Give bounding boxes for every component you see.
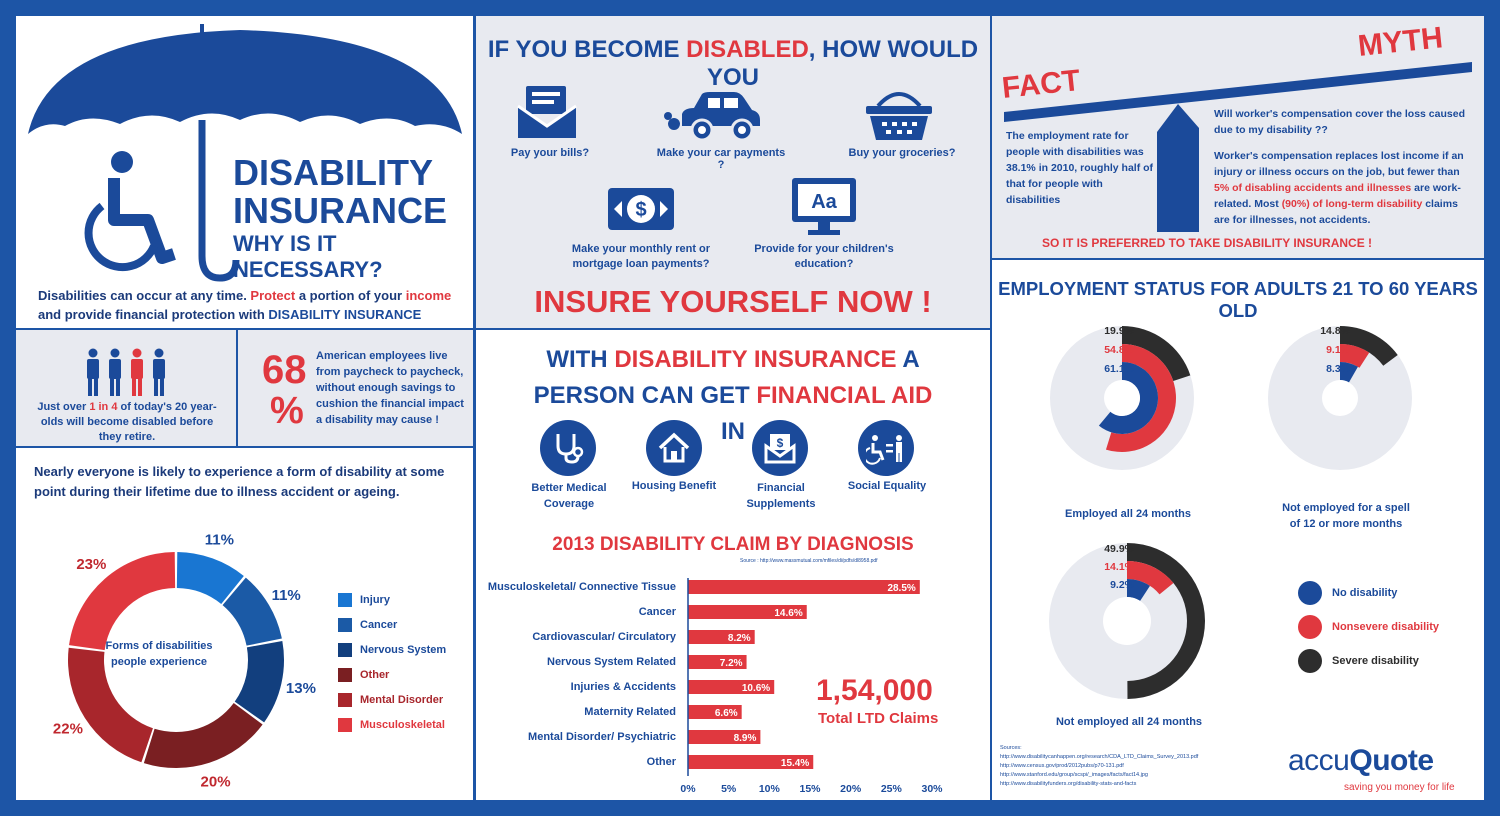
- donut-value-label: 22%: [52, 720, 83, 738]
- header-panel: [16, 16, 473, 328]
- employment-donut-3-label: Not employed all 24 months: [1055, 716, 1203, 728]
- stat-panel-right: [238, 330, 473, 446]
- svg-text:Aa: Aa: [811, 191, 837, 213]
- legend-label: No disability: [1332, 587, 1398, 599]
- legend-label: Cancer: [360, 618, 398, 631]
- donut-value-label: 20%: [200, 773, 231, 791]
- legend-swatch: [338, 618, 352, 632]
- donut1-severe-value: 19.9%: [1104, 325, 1134, 337]
- people-icon: [84, 348, 170, 398]
- bar-value-label: 14.6%: [774, 608, 803, 619]
- employment-donut-3-labels: [1094, 540, 1134, 594]
- bar-tick-label: 0%: [680, 783, 696, 794]
- legend-item: [338, 637, 446, 662]
- employment-donut-2-labels: [1310, 322, 1350, 379]
- donut2-nonsevere-value: 9.1%: [1326, 344, 1350, 356]
- legend-swatch: [338, 718, 352, 732]
- bar-value-label: 8.2%: [727, 633, 751, 644]
- monitor-icon: [790, 176, 858, 238]
- car-icon: [664, 90, 764, 142]
- page-title-line3: WHY IS IT NECESSARY?: [233, 231, 383, 282]
- donut-intro: Nearly everyone is likely to experience a form of disability at some point during their lifetime due to illness accident or ageing.: [34, 464, 445, 499]
- sources: [1000, 744, 1198, 789]
- claims-title: 2013 DISABILITY CLAIM BY DIAGNOSIS: [552, 534, 914, 555]
- svg-text:$: $: [635, 199, 647, 221]
- source-link-1[interactable]: http://www.disabilitycanhappen.org/research/CDA_LTD_Claims_Survey_2013.pdf: [1000, 754, 1199, 760]
- bar-tick-label: 25%: [880, 783, 902, 794]
- equality-icon: [866, 430, 906, 466]
- aid-item-1-badge: [540, 420, 596, 476]
- donut1-none-value: 61.1%: [1104, 363, 1134, 375]
- fact-text: The employment rate for people with disabilities was 38.1% in 2010, roughly half of that for people with disabilities: [1006, 130, 1154, 206]
- dollar-bill-icon: [606, 186, 676, 232]
- donut-legend: [338, 587, 446, 737]
- legend-label: Nervous System: [360, 643, 447, 656]
- bar-category-label: Musculoskeletal/ Connective Tissue: [487, 581, 676, 593]
- donut-slice-other: [144, 703, 263, 768]
- employment-donut-1-label: Employed all 24 months: [1065, 508, 1191, 520]
- donut-value-label: 11%: [271, 586, 301, 604]
- envelope-icon: [516, 84, 578, 140]
- stat-right-text: American employees live from paycheck to paycheck, without enough savings to cushion the financial impact a disability may cause !: [316, 350, 464, 426]
- legend-item: [338, 662, 446, 687]
- intro-text: Disabilities can occur at any time. Protect a portion of your income and provide financial protection with DISABILITY INSURANCE: [38, 288, 452, 322]
- legend-label: Injury: [360, 593, 390, 606]
- fact-myth-panel: [992, 16, 1484, 258]
- brand-name-part1: accu: [1288, 744, 1350, 777]
- brand-name-part2: Quote: [1349, 744, 1434, 777]
- basket-icon: [864, 88, 934, 144]
- aid-item-1-label: Better Medical Coverage: [531, 482, 607, 510]
- legend-swatch: [338, 668, 352, 682]
- myth-answer: Worker's compensation replaces lost income if an injury or illness occurs on the job, but fewer than 5% of disabling accidents and illnesses are work-related. Most (90%) of long-term disability claims are for illnesses, not accidents.: [1214, 150, 1464, 226]
- aid-item-2-badge: [646, 420, 702, 476]
- donut-hole: [1103, 597, 1151, 645]
- employment-panel: [992, 260, 1484, 800]
- svg-text:$: $: [776, 436, 784, 450]
- source-link-4[interactable]: http://www.disabilityfunders.org/disability-stats-and-facts: [1000, 781, 1137, 787]
- page-title-line1: DISABILITY: [233, 152, 434, 193]
- stethoscope-icon: [550, 430, 586, 466]
- aid-item-4-label: Social Equality: [847, 480, 927, 492]
- aid-panel: [476, 330, 990, 800]
- donut-hole: [1104, 380, 1140, 416]
- legend-item: [338, 587, 446, 612]
- bar-category-label: Maternity Related: [584, 706, 676, 718]
- bar-tick-label: 5%: [721, 783, 737, 794]
- money-envelope-icon: [762, 430, 798, 466]
- legend-swatch: [1298, 581, 1322, 605]
- legend-item: [1298, 610, 1439, 644]
- aid-title: WITH DISABILITY INSURANCE A PERSON CAN GET FINANCIAL AID IN: [533, 346, 933, 445]
- aid-item-3-label: Financial Supplements: [746, 482, 816, 510]
- legend-label: Other: [360, 668, 390, 681]
- myth-label: MYTH: [1356, 21, 1445, 64]
- aid-item-4-badge: [858, 420, 914, 476]
- bar-category-label: Cardiovascular/ Circulatory: [532, 631, 676, 643]
- how-item-1-label: Pay your bills?: [510, 147, 590, 159]
- bar-category-label: Cancer: [638, 606, 676, 618]
- legend-swatch: [338, 593, 352, 607]
- donut-panel: [16, 448, 473, 800]
- claims-source: Source : http://www.massmutual.com/mfiles/di/pdfs/dl8958.pdf: [740, 558, 878, 564]
- myth-question: Will worker's compensation cover the loss caused due to my disability ??: [1214, 108, 1465, 136]
- employment-legend: [1298, 576, 1439, 678]
- bar-value-label: 15.4%: [780, 758, 810, 769]
- bar-value-label: 7.2%: [719, 658, 743, 669]
- legend-item: [1298, 644, 1439, 678]
- stat-percent: %: [270, 390, 304, 432]
- donut-value-label: 13%: [285, 679, 316, 697]
- employment-donut-2-label: Not employed for a spell of 12 or more months: [1282, 502, 1410, 530]
- donut2-severe-value: 14.8%: [1320, 325, 1350, 337]
- legend-item: [338, 712, 446, 737]
- bar-category-label: Nervous System Related: [547, 656, 676, 668]
- how-title: IF YOU BECOME DISABLED, HOW WOULD YOU: [487, 36, 979, 91]
- bar-category-label: Mental Disorder/ Psychiatric: [528, 731, 676, 743]
- legend-swatch: [1298, 649, 1322, 673]
- stat-panel-left: [16, 330, 236, 446]
- legend-label: Nonsevere disability: [1332, 621, 1439, 633]
- house-icon: [656, 430, 692, 466]
- brand-logo[interactable]: [1288, 744, 1434, 778]
- bar-value-label: 8.9%: [733, 733, 757, 744]
- page-title-line2: INSURANCE: [233, 190, 448, 231]
- fact-myth-conclusion: SO IT IS PREFERRED TO TAKE DISABILITY INSURANCE !: [1042, 236, 1373, 250]
- source-link-3[interactable]: http://www.stanford.edu/group/scspi/_images/facts/fact14.jpg: [1000, 772, 1148, 778]
- donut-hole: [1322, 380, 1358, 416]
- legend-label: Severe disability: [1332, 655, 1419, 667]
- bar-value-label: 6.6%: [714, 708, 738, 719]
- donut-value-label: 11%: [204, 531, 234, 549]
- claims-total-number: 1,54,000: [816, 674, 933, 707]
- donut1-nonsevere-value: 54.8%: [1104, 344, 1134, 356]
- donut-value-label: 23%: [76, 555, 107, 573]
- brand-tagline: saving you money for life: [1344, 782, 1455, 793]
- bar-value-label: 28.5%: [887, 583, 916, 594]
- bar-tick-label: 10%: [758, 783, 780, 794]
- donut3-severe-value: 49.9%: [1104, 543, 1134, 555]
- donut-center-label: Forms of disabilities people experience: [105, 640, 213, 668]
- legend-item: [338, 687, 446, 712]
- how-item-3-label: Buy your groceries?: [848, 147, 956, 159]
- stat-left-text: Just over 1 in 4 of today's 20 year-olds will become disabled before they retire.: [37, 401, 217, 443]
- employment-donut-1-labels: [1094, 322, 1134, 379]
- how-item-5-label: Provide for your children's education?: [754, 243, 894, 270]
- bar-tick-label: 20%: [840, 783, 862, 794]
- donut3-none-value: 9.2%: [1110, 579, 1134, 591]
- bar-tick-label: 30%: [921, 783, 943, 794]
- aid-item-2-label: Housing Benefit: [631, 480, 717, 492]
- bar: [688, 580, 920, 594]
- aid-item-3-badge: [752, 420, 808, 476]
- insure-cta: INSURE YOURSELF NOW !: [534, 284, 932, 319]
- how-panel: [476, 16, 990, 328]
- source-link-2[interactable]: http://www.census.gov/prod/2012pubs/p70-131.pdf: [1000, 763, 1124, 769]
- legend-item: [338, 612, 446, 637]
- fact-label: FACT: [1000, 63, 1082, 106]
- stat-number: 68: [262, 348, 307, 392]
- bar-tick-label: 15%: [799, 783, 821, 794]
- donut3-nonsevere-value: 14.1%: [1104, 561, 1134, 573]
- how-item-4-label: Make your monthly rent or mortgage loan payments?: [571, 243, 711, 270]
- legend-label: Mental Disorder: [360, 693, 444, 706]
- legend-swatch: [338, 693, 352, 707]
- sources-heading: Sources:: [1000, 745, 1022, 751]
- bar-value-label: 10.6%: [741, 683, 771, 694]
- donut2-none-value: 8.3%: [1326, 363, 1350, 375]
- claims-total-label: Total LTD Claims: [818, 710, 939, 727]
- bar-category-label: Other: [646, 756, 676, 768]
- wheelchair-icon: [76, 148, 186, 278]
- legend-item: [1298, 576, 1439, 610]
- legend-label: Musculoskeletal: [360, 718, 445, 731]
- legend-swatch: [338, 643, 352, 657]
- bar-category-label: Injuries & Accidents: [570, 681, 676, 693]
- how-item-2-label: Make your car payments ?: [656, 147, 786, 171]
- employment-title: EMPLOYMENT STATUS FOR ADULTS 21 TO 60 YEARS OLD: [998, 278, 1478, 321]
- legend-swatch: [1298, 615, 1322, 639]
